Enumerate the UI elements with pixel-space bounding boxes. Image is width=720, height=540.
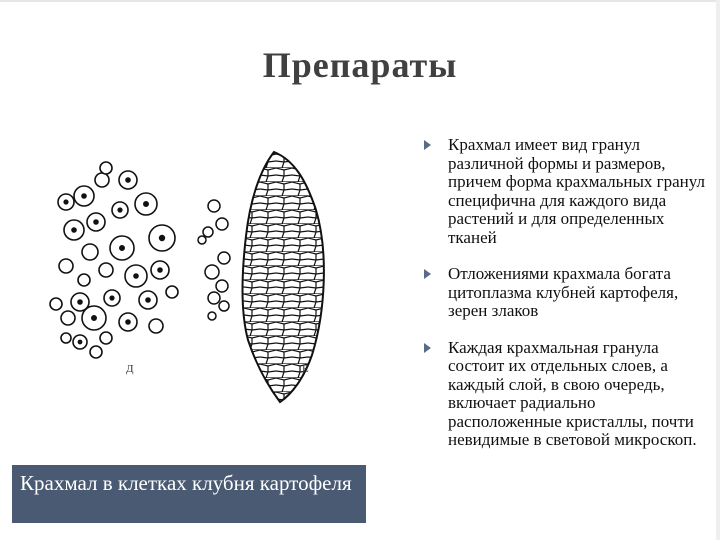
figure-caption: Крахмал в клетках клубня картофеля xyxy=(12,465,366,523)
bullet-text: Каждая крахмальная гранула состоит их отдельных слоев, а каждый слой, в свою очередь, включает радиально расположенные кристаллы, почти невидимые в световой микроскоп. xyxy=(448,337,697,449)
bullet-arrow-icon xyxy=(424,343,431,353)
slide-title: Препараты xyxy=(262,45,458,85)
bullet-item xyxy=(424,265,708,321)
bullet-text: Крахмал имеет вид гранул различной формы и размеров, причем форма крахмальных гранул специфична для каждого вида растений и для определенных тканей xyxy=(448,135,705,247)
starch-illustration xyxy=(36,140,366,420)
bullet-item xyxy=(424,136,708,247)
starch-granules-figure xyxy=(36,140,366,420)
figure-label-d: Д xyxy=(126,363,134,375)
figure-label-e: Е xyxy=(302,363,309,375)
bullet-list xyxy=(424,136,708,468)
bullet-arrow-icon xyxy=(424,269,431,279)
bullet-text: Отложениями крахмала богата цитоплазма клубней картофеля, зерен злаков xyxy=(448,264,679,320)
slide-top-border xyxy=(0,0,720,2)
bullet-item xyxy=(424,339,708,450)
bullet-arrow-icon xyxy=(424,140,431,150)
